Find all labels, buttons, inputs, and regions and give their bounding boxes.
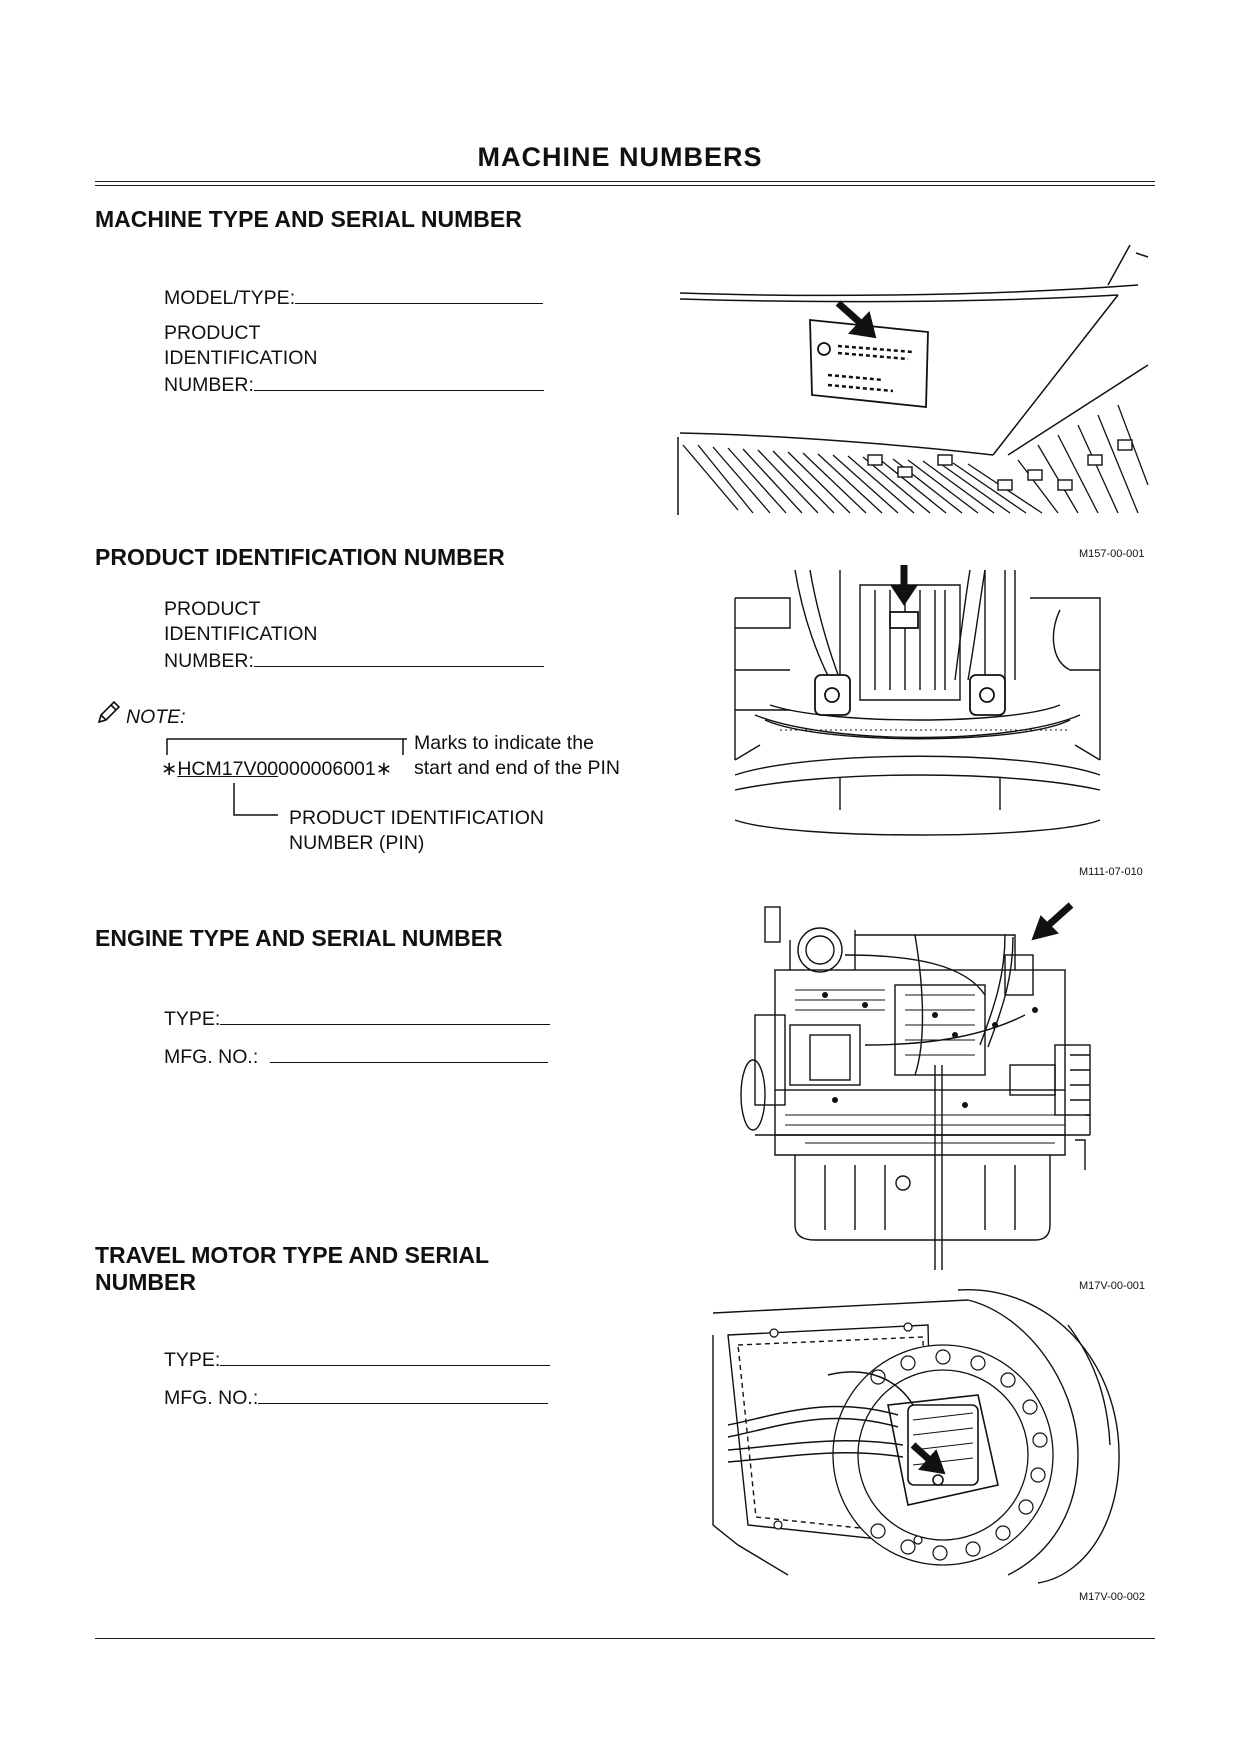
pin-example: [161, 757, 392, 782]
pin-blank[interactable]: [254, 647, 544, 667]
machine-pin-label-1: PRODUCT: [164, 322, 261, 344]
pin-heading: PRODUCT IDENTIFICATION NUMBER: [95, 544, 505, 570]
model-type-label: MODEL/TYPE:: [164, 287, 296, 309]
engine-heading: ENGINE TYPE AND SERIAL NUMBER: [95, 925, 503, 951]
pin-end-mark: ∗: [375, 758, 393, 780]
marks-description-1: Marks to indicate the: [414, 732, 594, 754]
pencil-note-icon: [95, 700, 121, 726]
machine-pin-label-3: NUMBER:: [164, 374, 254, 396]
travel-type-field: [164, 1346, 550, 1373]
pin-start-mark: ∗: [161, 758, 178, 780]
travel-motor-heading-2: NUMBER: [95, 1269, 196, 1295]
marks-description-2: start and end of the PIN: [414, 757, 620, 779]
engine-type-field: [164, 1005, 550, 1032]
pointer-arrow-icon: [1033, 905, 1071, 939]
engine-type-label: TYPE:: [164, 1008, 221, 1030]
nameplate-figure: [678, 245, 1148, 520]
pin-label-2: IDENTIFICATION: [164, 623, 318, 645]
travel-motor-heading-1: TRAVEL MOTOR TYPE AND SERIAL: [95, 1242, 490, 1268]
pin-label-3: NUMBER:: [164, 650, 254, 672]
figure-code-travel: M17V-00-002: [1079, 1591, 1146, 1603]
frame-pin-figure: [730, 560, 1110, 848]
machine-pin-label-2: IDENTIFICATION: [164, 347, 318, 369]
engine-figure: [735, 895, 1115, 1275]
travel-type-blank[interactable]: [220, 1346, 550, 1366]
machine-pin-field: [164, 321, 544, 398]
travel-type-label: TYPE:: [164, 1349, 221, 1371]
figure-code-frame: M111-07-010: [1079, 866, 1143, 878]
figure-code-engine: M17V-00-001: [1079, 1280, 1146, 1292]
pin-field: [164, 597, 544, 674]
engine-mfg-label: MFG. NO.:: [164, 1046, 259, 1068]
pin-description-2: NUMBER (PIN): [289, 832, 425, 854]
title-rule-bottom: [95, 185, 1155, 186]
note-label: NOTE:: [126, 706, 186, 728]
pin-label-1: PRODUCT: [164, 598, 261, 620]
travel-mfg-field: [164, 1384, 548, 1411]
model-type-blank[interactable]: [295, 284, 543, 304]
pin-description: [289, 806, 544, 856]
pin-description-1: PRODUCT IDENTIFICATION: [289, 807, 544, 829]
footer-rule: [95, 1638, 1155, 1639]
engine-mfg-blank[interactable]: [270, 1043, 548, 1063]
pin-example-part-2: 000006001: [278, 758, 376, 780]
marks-description: [414, 731, 620, 781]
engine-type-blank[interactable]: [220, 1005, 550, 1025]
page-title: MACHINE NUMBERS: [477, 142, 763, 172]
figure-code-machine: M157-00-001: [1079, 548, 1145, 560]
travel-motor-figure: [708, 1285, 1128, 1585]
travel-mfg-label: MFG. NO.:: [164, 1387, 259, 1409]
travel-motor-heading: [95, 1242, 489, 1296]
machine-pin-blank[interactable]: [254, 371, 544, 391]
model-type-field: [164, 284, 543, 311]
pin-example-part-1: HCM17V00: [177, 758, 279, 780]
travel-mfg-blank[interactable]: [258, 1384, 548, 1404]
title-rule-top: [95, 181, 1155, 182]
machine-type-heading: MACHINE TYPE AND SERIAL NUMBER: [95, 206, 522, 232]
engine-mfg-field: [164, 1043, 548, 1070]
